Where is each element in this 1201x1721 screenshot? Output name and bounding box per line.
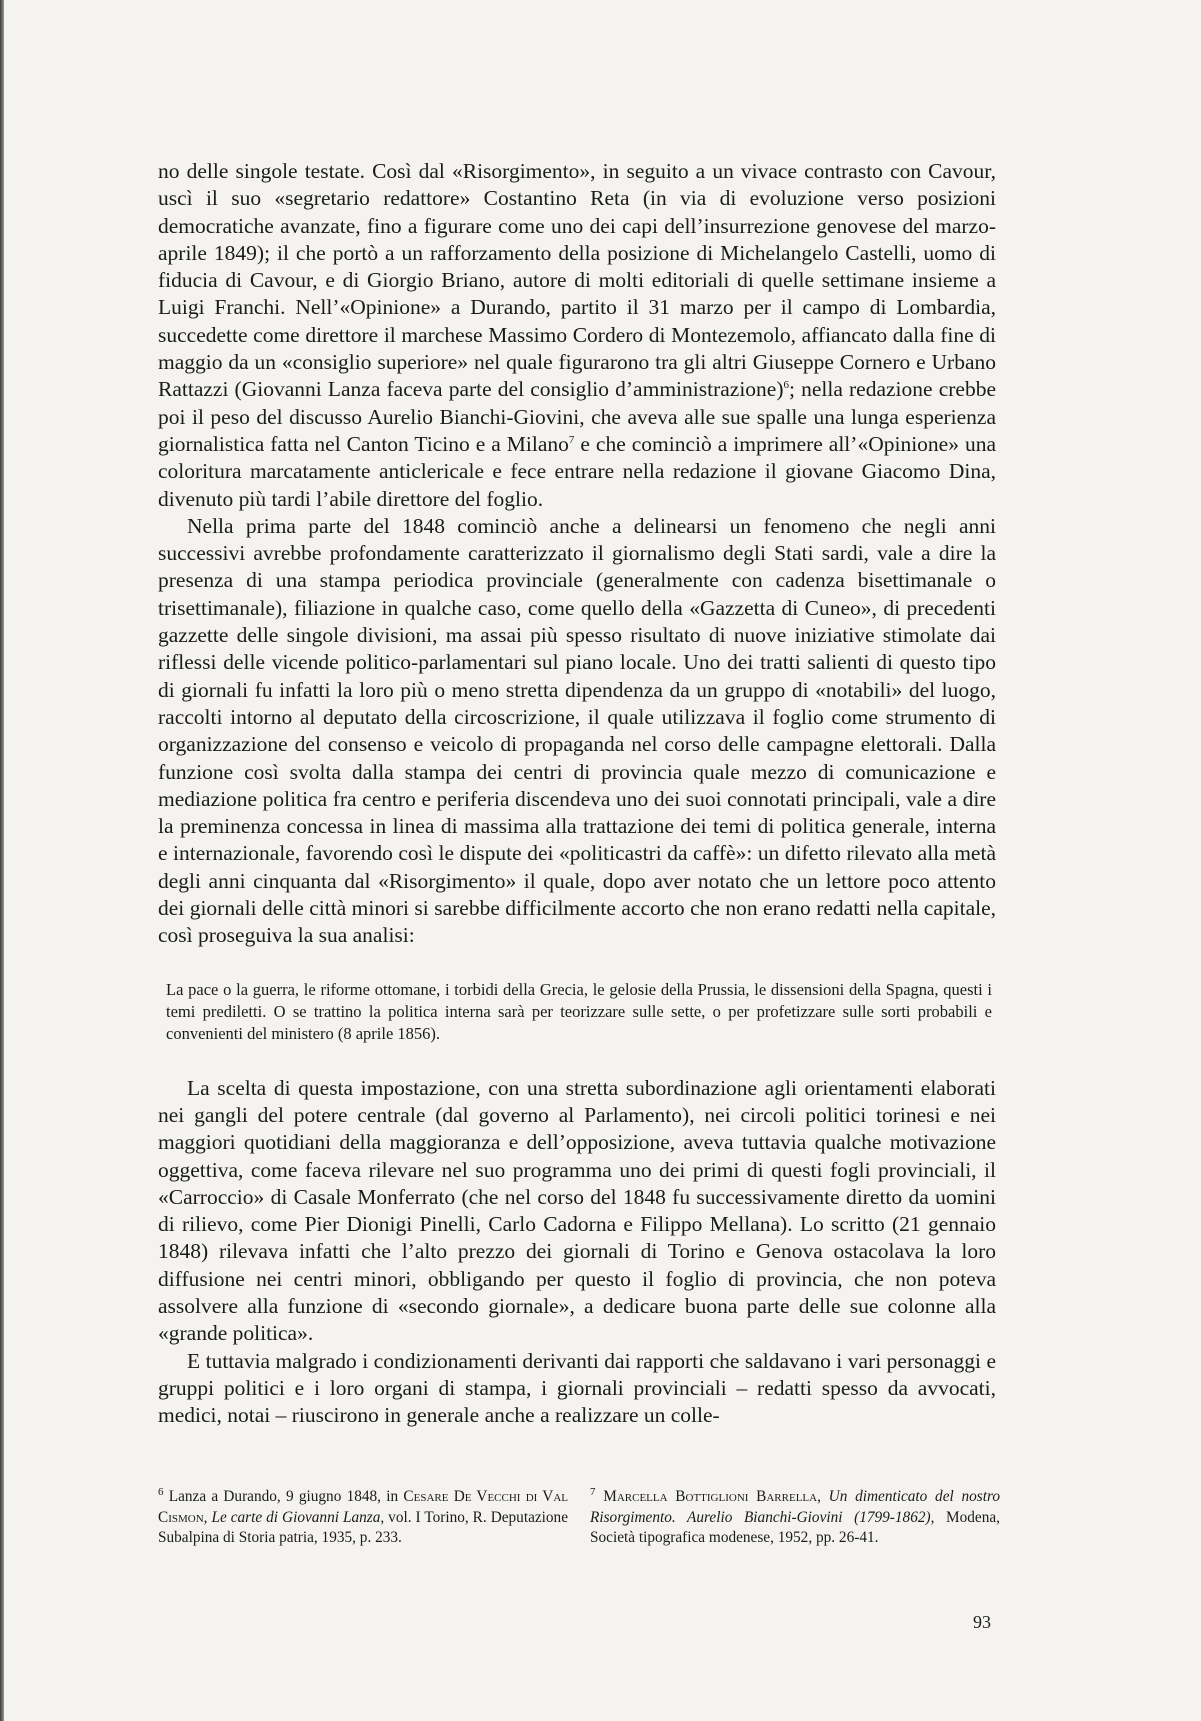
paragraph-1 [158, 158, 996, 513]
footnote-7-title: Un dimenticato del nostro Risorgimento. Aurelio Bianchi-Giovini (1799-1862) [590, 1488, 1001, 1526]
footnote-6-lead: Lanza a Durando, 9 giugno 1848, in [163, 1488, 404, 1505]
footnote-6-title: Le carte di Giovanni Lanza [211, 1508, 381, 1526]
footnote-6-sep: , [203, 1508, 212, 1526]
footnote-ref-6[interactable]: 6 [783, 379, 790, 392]
footnote-6-details: , vol. I Torino, R. Deputazione Subalpina di Storia patria, 1935, p. 233. [158, 1508, 568, 1546]
footnote-7-number: 7 [590, 1485, 596, 1498]
footnote-7-author: Marcella Bottiglioni Barrella [595, 1488, 818, 1505]
footnote-7-details: , Modena, Società tipografica modenese, 1952, pp. 26-41. [590, 1508, 1000, 1546]
footnotes [158, 1487, 1000, 1549]
paragraph-1-text: no delle singole testate. Così dal «Risorgimento», in seguito a un vivace contrasto con Cavour, uscì il suo «segretario redattore» Costantino Reta (in via di evoluzione verso posizioni democratiche avanzate, fino a figurare come uno dei capi dell’insurrezione genovese del marzo-aprile 1849); il che portò a un rafforzamento della posizione di Michelangelo Castelli, uomo di fiducia di Cavour, e di Giorgio Briano, autore di molti editoriali di quelle settimane insieme a Luigi Franchi. Nell’«Opinione» a Durando, partito il 31 marzo per il campo di Lombardia, succedette come direttore il marchese Massimo Cordero di Montezemolo, affiancato dalla fine di maggio da un «consiglio superiore» nel quale figurarono tra gli altri Giuseppe Cornero e Urbano Rattazzi (Giovanni Lanza faceva parte del consiglio d’amministrazione) [158, 159, 996, 402]
footnote-6 [158, 1487, 568, 1549]
scan-edge [0, 0, 4, 1721]
page-number: 93 [973, 1612, 991, 1632]
footnote-6-author: Cesare De Vecchi di Val Cismon [158, 1488, 568, 1526]
paragraph-2: Nella prima parte del 1848 cominciò anche a delinearsi un fenomeno che negli anni successivi avrebbe profondamente caratterizzato il giornalismo degli Stati sardi, vale a dire la presenza di una stampa periodica provinciale (generalmente con cadenza bisettimanale o trisettimanale), filiazione in qualche caso, come quello della «Gazzetta di Cuneo», di precedenti gazzette delle singole divisioni, ma assai più spesso risultato di nuove iniziative stimolate dai riflessi delle vicende politico-parlamentari sul piano locale. Uno dei tratti salienti di questo tipo di giornali fu infatti la loro più o meno stretta dipendenza da un gruppo di «notabili» del luogo, raccolti intorno al deputato della circoscrizione, il quale utilizzava il foglio come strumento di organizzazione del consenso e veicolo di propaganda nel corso delle campagne elettorali. Dalla funzione così svolta dalla stampa dei centri di provincia quale mezzo di comunicazione e mediazione politica fra centro e periferia discendeva uno dei suoi connotati principali, vale a dire la preminenza concessa in linea di massima alla trattazione dei temi di politica generale, interna e internazionale, favorendo così le dispute dei «politicastri da caffè»: un difetto rilevato alla metà degli anni cinquanta dal «Risorgimento» il quale, dopo aver notato che un lettore poco attento dei giornali delle città minori si sarebbe difficilmente accorto che non erano redatti nella capitale, così proseguiva la sua analisi: [158, 513, 996, 948]
paragraph-3: La scelta di questa impostazione, con una stretta subordinazione agli orientamenti elaborati nei gangli del potere centrale (dal governo al Parlamento), nei circoli politici torinesi e nei maggiori quotidiani della maggioranza e dell’opposizione, aveva tuttavia qualche motivazione oggettiva, come faceva rilevare nel suo programma uno dei primi di questi fogli provinciali, il «Carroccio» di Casale Monferrato (che nel corso del 1848 fu successivamente diretto da uomini di rilievo, come Pier Dionigi Pinelli, Carlo Cadorna e Filippo Mellana). Lo scritto (21 gennaio 1848) rilevava infatti che l’alto prezzo dei giornali di Torino e Genova ostacolava la loro diffusione nei centri minori, obbligando per questo il foglio di provincia, che non poteva assolvere alla funzione di «secondo giornale», a dedicare buona parte delle sue colonne alla «grande politica». [158, 1075, 996, 1346]
page-body [158, 158, 996, 1429]
block-quote: La pace o la guerra, le riforme ottomane, i torbidi della Grecia, le gelosie della Prussia, le dissensioni della Spagna, questi i temi prediletti. O se trattino la politica interna sarà per teorizzare sulle sette, o per profetizzare sulle sorti probabili e convenienti del ministero (8 aprile 1856). [166, 979, 992, 1043]
footnote-ref-7[interactable]: 7 [568, 433, 575, 446]
footnote-7-sep: , [817, 1488, 829, 1505]
footnote-6-number: 6 [158, 1485, 164, 1498]
paragraph-4: E tuttavia malgrado i condizionamenti derivanti dai rapporti che saldavano i vari personaggi e gruppi politici e i loro organi di stampa, i giornali provinciali – redatti spesso da avvocati, medici, notai – riuscirono in generale anche a realizzare un colle- [158, 1348, 996, 1428]
paragraph-1-text-b: ; nella redazione crebbe poi il peso del discusso Aurelio Bianchi-Giovini, che aveva alle sue spalle una lunga esperienza giornalistica fatta nel Canton Ticino e a Milano [158, 377, 996, 456]
footnote-7 [590, 1487, 1000, 1549]
paragraph-1-text-c: e che cominciò a imprimere all’«Opinione» una coloritura marcatamente anticlericale e fece entrare nella redazione il giovane Giacomo Dina, divenuto più tardi l’abile direttore del foglio. [158, 431, 996, 511]
